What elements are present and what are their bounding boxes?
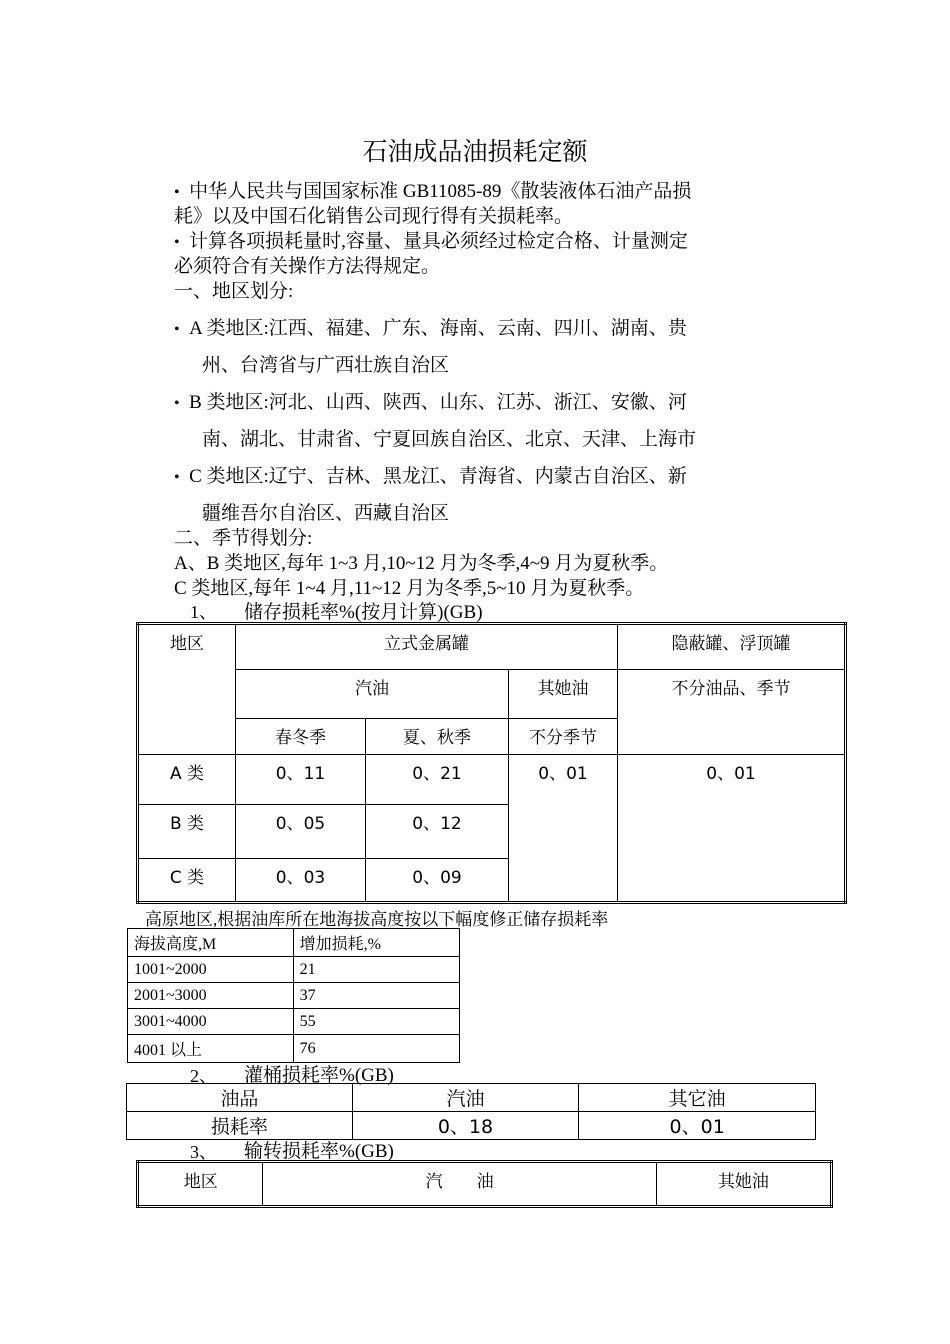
bullet-region-a (174, 313, 687, 340)
region-cell: A 类 (138, 755, 236, 805)
bullet-icon: • (174, 469, 180, 486)
section-1-heading: 一、地区划分: (174, 281, 294, 302)
bullet-region-b (174, 387, 687, 414)
altitude-value: 21 (293, 957, 459, 983)
header-other-oil: 其她油 (656, 1162, 831, 1207)
altitude-value: 76 (293, 1035, 459, 1063)
bullet-region-c (174, 461, 687, 488)
table-row (128, 1009, 460, 1035)
intro-bullet-2-line-1: 计算各项损耗量时,容量、量具必须经过检定合格、计量测定 (189, 231, 688, 252)
other-oil-value: 0、01 (579, 1112, 816, 1140)
value-cell: 0、09 (366, 859, 509, 903)
transfer-loss-table (136, 1160, 833, 1208)
region-c-line-2: 疆维吾尔自治区、西藏自治区 (202, 503, 450, 524)
gasoline-value: 0、18 (352, 1112, 579, 1140)
region-cell: B 类 (138, 805, 236, 859)
intro-bullet-1-line-1: 中华人民共与国国家标准 GB11085-89《散装液体石油产品损 (189, 181, 692, 202)
header-other-oil: 其她油 (509, 670, 618, 719)
season-ab: A、B 类地区,每年 1~3 月,10~12 月为冬季,4~9 月为夏秋季。 (174, 553, 669, 574)
region-a-line-2: 州、台湾省与广西壮族自治区 (202, 355, 450, 376)
intro-bullet-1 (174, 176, 691, 203)
table-row (128, 957, 460, 983)
region-c-line-1: C 类地区:辽宁、吉林、黑龙江、青海省、内蒙古自治区、新 (189, 466, 687, 487)
header-gasoline: 汽油 (352, 1084, 579, 1112)
intro-bullet-2 (174, 226, 688, 253)
other-oil-value: 0、01 (509, 755, 618, 903)
altitude-note: 高原地区,根据油库所在地海拔高度按以下幅度修正储存损耗率 (145, 910, 609, 929)
table-row (127, 1112, 816, 1140)
intro-bullet-1-line-2: 耗》以及中国石化销售公司现行得有关损耗率。 (174, 206, 574, 227)
table-row (128, 983, 460, 1009)
header-no-product-season: 不分油品、季节 (618, 670, 846, 755)
bullet-icon: • (174, 321, 180, 338)
hidden-tank-value: 0、01 (618, 755, 846, 903)
region-b-line-2: 南、湖北、甘肃省、宁夏回族自治区、北京、天津、上海市 (202, 429, 697, 450)
header-summer-autumn: 夏、秋季 (366, 719, 509, 755)
table-row (138, 1162, 832, 1207)
value-cell: 0、05 (236, 805, 366, 859)
loss-rate-label: 损耗率 (127, 1112, 353, 1140)
value-cell: 0、03 (236, 859, 366, 903)
altitude-value: 55 (293, 1009, 459, 1035)
barrel-title: 灌桶损耗率%(GB) (244, 1065, 394, 1086)
altitude-range: 4001 以上 (128, 1035, 294, 1063)
bullet-icon: • (174, 395, 180, 412)
value-cell: 0、21 (366, 755, 509, 805)
header-vertical-tank: 立式金属罐 (236, 624, 618, 670)
header-increase: 增加损耗,% (293, 929, 459, 957)
altitude-range: 2001~3000 (128, 983, 294, 1009)
bullet-icon: • (174, 234, 180, 251)
header-hidden-tank: 隐蔽罐、浮顶罐 (618, 624, 846, 670)
header-product: 油品 (127, 1084, 353, 1112)
header-spring-winter: 春冬季 (236, 719, 366, 755)
storage-title: 储存损耗率%(按月计算)(GB) (244, 602, 483, 623)
table-row (128, 1035, 460, 1063)
region-a-line-1: A 类地区:江西、福建、广东、海南、云南、四川、湖南、贵 (189, 318, 687, 339)
transfer-number: 3、 (190, 1142, 217, 1162)
barrel-number: 2、 (190, 1066, 217, 1086)
value-cell: 0、12 (366, 805, 509, 859)
altitude-range: 3001~4000 (128, 1009, 294, 1035)
value-cell: 0、11 (236, 755, 366, 805)
barrel-loss-table (126, 1083, 816, 1140)
header-region: 地区 (138, 1162, 263, 1207)
table-row (138, 755, 846, 805)
header-altitude: 海拔高度,M (128, 929, 294, 957)
page-title: 石油成品油损耗定额 (362, 139, 588, 166)
header-no-season: 不分季节 (509, 719, 618, 755)
altitude-table (127, 928, 460, 1063)
altitude-range: 1001~2000 (128, 957, 294, 983)
header-gasoline: 汽油 (236, 670, 509, 719)
header-gasoline: 汽 油 (263, 1162, 656, 1207)
storage-number: 1、 (190, 602, 217, 622)
header-other-oil: 其它油 (579, 1084, 816, 1112)
region-b-line-1: B 类地区:河北、山西、陕西、山东、江苏、浙江、安徽、河 (189, 392, 687, 413)
season-c: C 类地区,每年 1~4 月,11~12 月为冬季,5~10 月为夏秋季。 (174, 578, 645, 599)
intro-bullet-2-line-2: 必须符合有关操作方法得规定。 (174, 256, 441, 277)
transfer-title: 输转损耗率%(GB) (244, 1141, 394, 1162)
region-cell: C 类 (138, 859, 236, 903)
section-2-heading: 二、季节得划分: (174, 528, 313, 549)
bullet-icon: • (174, 184, 180, 201)
table-row (128, 929, 460, 957)
storage-loss-table (136, 622, 847, 904)
table-row (127, 1084, 816, 1112)
altitude-value: 37 (293, 983, 459, 1009)
header-region: 地区 (138, 624, 236, 755)
